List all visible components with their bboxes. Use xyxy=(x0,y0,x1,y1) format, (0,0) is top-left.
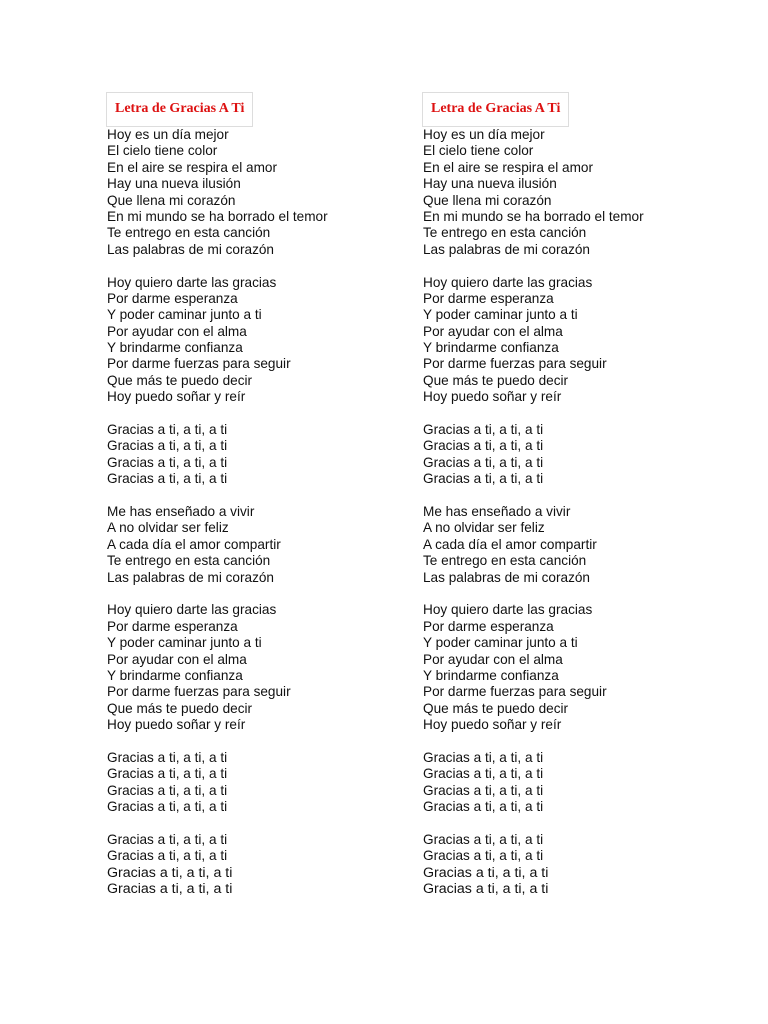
lyrics-line: Hoy quiero darte las gracias xyxy=(107,274,277,290)
lyrics-stanza xyxy=(423,602,763,733)
lyrics-line: Por darme fuerzas para seguir xyxy=(107,684,291,700)
lyrics-line: Hay una nueva ilusión xyxy=(107,176,241,192)
lyrics-line: Por ayudar con el alma xyxy=(107,323,247,339)
lyrics-line: Gracias a ti, a ti, a ti xyxy=(423,831,544,847)
lyrics-line: Por ayudar con el alma xyxy=(107,651,247,667)
lyrics-line: Y poder caminar junto a ti xyxy=(107,307,262,323)
lyrics-line: Y brindarme confianza xyxy=(423,340,559,356)
lyrics-line: A no olvidar ser feliz xyxy=(423,520,545,536)
lyrics-line: Gracias a ti, a ti, a ti xyxy=(423,799,544,815)
lyrics-line: Por darme esperanza xyxy=(107,290,238,306)
lyrics-line: Gracias a ti, a ti, a ti xyxy=(423,471,544,487)
lyrics-line: Por ayudar con el alma xyxy=(423,651,563,667)
lyrics-line: Que llena mi corazón xyxy=(107,192,236,208)
lyrics-line: Gracias a ti, a ti, a ti xyxy=(423,782,544,798)
lyrics-column-right xyxy=(423,92,763,914)
song-title-right: Letra de Gracias A Ti xyxy=(422,92,569,127)
lyrics-line: Me has enseñado a vivir xyxy=(107,503,255,519)
lyrics-line: Hoy puedo soñar y reír xyxy=(107,717,246,733)
lyrics-line: Hoy quiero darte las gracias xyxy=(107,602,277,618)
lyrics-stanza xyxy=(107,602,447,733)
lyrics-line: Por darme fuerzas para seguir xyxy=(423,356,607,372)
stanza-list-right xyxy=(423,127,763,897)
lyrics-line: Gracias a ti, a ti, a ti xyxy=(107,471,228,487)
lyrics-line: Hoy puedo soñar y reír xyxy=(107,389,246,405)
lyrics-line: Hoy quiero darte las gracias xyxy=(423,602,593,618)
lyrics-line: A no olvidar ser feliz xyxy=(107,520,229,536)
lyrics-line: Por darme fuerzas para seguir xyxy=(107,356,291,372)
lyrics-line: Gracias a ti, a ti, a ti xyxy=(107,454,228,470)
lyrics-stanza xyxy=(423,504,763,586)
lyrics-line: Te entrego en esta canción xyxy=(107,225,271,241)
lyrics-column-left xyxy=(107,92,447,914)
lyrics-line: Y poder caminar junto a ti xyxy=(423,307,578,323)
lyrics-line: Gracias a ti, a ti, a ti xyxy=(107,766,228,782)
lyrics-line: En mi mundo se ha borrado el temor xyxy=(423,208,644,224)
lyrics-line: Gracias a ti, a ti, a ti xyxy=(423,766,544,782)
lyrics-line: Las palabras de mi corazón xyxy=(107,241,274,257)
lyrics-line: Hay una nueva ilusión xyxy=(423,176,557,192)
lyrics-line: El cielo tiene color xyxy=(423,143,534,159)
lyrics-line: Gracias a ti, a ti, a ti xyxy=(107,864,233,881)
lyrics-stanza xyxy=(423,275,763,406)
lyrics-line: Por darme fuerzas para seguir xyxy=(423,684,607,700)
lyrics-line: Gracias a ti, a ti, a ti xyxy=(423,880,549,897)
lyrics-line: A cada día el amor compartir xyxy=(423,536,597,552)
lyrics-line: Y brindarme confianza xyxy=(423,667,559,683)
lyrics-line: Hoy es un día mejor xyxy=(423,127,545,142)
lyrics-line: Gracias a ti, a ti, a ti xyxy=(107,848,228,864)
lyrics-line: En el aire se respira el amor xyxy=(423,159,593,175)
lyrics-stanza xyxy=(423,832,763,898)
lyrics-stanza xyxy=(423,127,763,258)
lyrics-line: Que llena mi corazón xyxy=(423,192,552,208)
lyrics-line: Gracias a ti, a ti, a ti xyxy=(107,422,228,438)
lyrics-line: Gracias a ti, a ti, a ti xyxy=(107,831,228,847)
lyrics-line: Te entrego en esta canción xyxy=(423,553,587,569)
lyrics-line: Gracias a ti, a ti, a ti xyxy=(107,799,228,815)
lyrics-line: En mi mundo se ha borrado el temor xyxy=(107,208,328,224)
lyrics-line: Me has enseñado a vivir xyxy=(423,503,571,519)
lyrics-line: Por ayudar con el alma xyxy=(423,323,563,339)
lyrics-line: Gracias a ti, a ti, a ti xyxy=(107,749,228,765)
lyrics-line: Gracias a ti, a ti, a ti xyxy=(423,422,544,438)
lyrics-stanza xyxy=(423,750,763,816)
lyrics-line: Las palabras de mi corazón xyxy=(423,569,590,585)
lyrics-line: Hoy puedo soñar y reír xyxy=(423,717,562,733)
lyrics-line: Gracias a ti, a ti, a ti xyxy=(107,782,228,798)
lyrics-line: Que más te puedo decir xyxy=(423,700,569,716)
lyrics-line: Por darme esperanza xyxy=(107,618,238,634)
lyrics-line: Y brindarme confianza xyxy=(107,340,243,356)
lyrics-line: Hoy quiero darte las gracias xyxy=(423,274,593,290)
lyrics-line: Gracias a ti, a ti, a ti xyxy=(423,749,544,765)
lyrics-line: Gracias a ti, a ti, a ti xyxy=(423,438,544,454)
lyrics-stanza xyxy=(107,275,447,406)
lyrics-line: Y poder caminar junto a ti xyxy=(423,635,578,651)
song-title-left: Letra de Gracias A Ti xyxy=(106,92,253,127)
lyrics-stanza xyxy=(107,504,447,586)
lyrics-line: Por darme esperanza xyxy=(423,618,554,634)
lyrics-stanza xyxy=(107,422,447,488)
lyrics-line: Gracias a ti, a ti, a ti xyxy=(423,848,544,864)
lyrics-line: Que más te puedo decir xyxy=(107,700,253,716)
lyrics-stanza xyxy=(107,750,447,816)
lyrics-line: Las palabras de mi corazón xyxy=(423,241,590,257)
lyrics-line: Gracias a ti, a ti, a ti xyxy=(423,864,549,881)
lyrics-stanza xyxy=(423,422,763,488)
lyrics-line: A cada día el amor compartir xyxy=(107,536,281,552)
lyrics-line: Y poder caminar junto a ti xyxy=(107,635,262,651)
lyrics-line: Hoy es un día mejor xyxy=(107,127,229,142)
lyrics-line: El cielo tiene color xyxy=(107,143,218,159)
lyrics-stanza xyxy=(107,832,447,898)
lyrics-line: Que más te puedo decir xyxy=(423,372,569,388)
lyrics-line: En el aire se respira el amor xyxy=(107,159,277,175)
lyrics-line: Gracias a ti, a ti, a ti xyxy=(107,438,228,454)
lyrics-line: Gracias a ti, a ti, a ti xyxy=(107,880,233,897)
lyrics-line: Y brindarme confianza xyxy=(107,667,243,683)
lyrics-line: Por darme esperanza xyxy=(423,290,554,306)
lyrics-stanza xyxy=(107,127,447,258)
lyrics-line: Gracias a ti, a ti, a ti xyxy=(423,454,544,470)
lyrics-line: Te entrego en esta canción xyxy=(423,225,587,241)
lyrics-line: Hoy puedo soñar y reír xyxy=(423,389,562,405)
stanza-list-left xyxy=(107,127,447,897)
lyrics-line: Te entrego en esta canción xyxy=(107,553,271,569)
lyrics-line: Las palabras de mi corazón xyxy=(107,569,274,585)
lyrics-line: Que más te puedo decir xyxy=(107,372,253,388)
